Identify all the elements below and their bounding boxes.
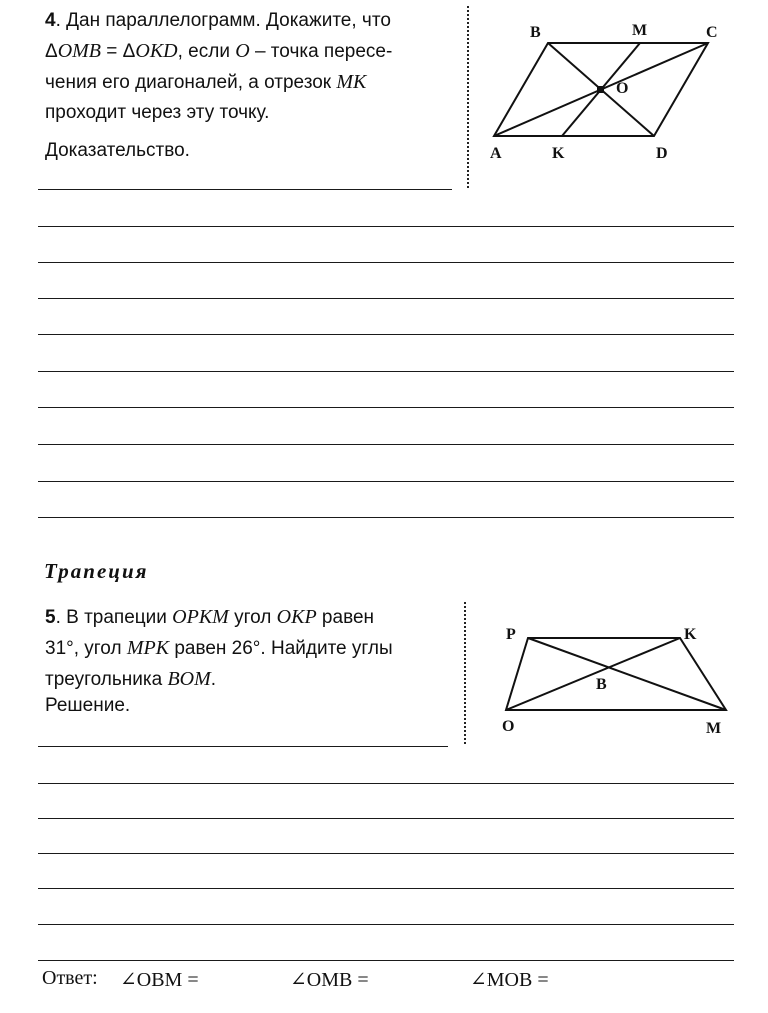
label-b: B	[530, 24, 541, 41]
task4-parallelogram-figure	[480, 14, 740, 164]
task4-line4: проходит через эту точку.	[45, 102, 270, 123]
task4-divider	[467, 6, 469, 188]
label-k: K	[552, 145, 565, 162]
task5-writing-line[interactable]	[38, 783, 734, 784]
task4-writing-line[interactable]	[38, 517, 734, 518]
section-title: Трапеция	[44, 559, 149, 583]
answer-angle-omb[interactable]: ∠OMB =	[290, 969, 369, 991]
task5-writing-line[interactable]	[38, 746, 448, 747]
trapezoid-opkm	[506, 638, 726, 710]
answer-angle-obm[interactable]: ∠OBM =	[120, 969, 199, 991]
task4-writing-line[interactable]	[38, 334, 734, 335]
label-b: B	[596, 676, 607, 693]
diagonal-pm	[528, 638, 726, 710]
task4-writing-line[interactable]	[38, 371, 734, 372]
task5-trapezoid-figure	[490, 618, 740, 743]
task4-proof-label: Доказательство.	[45, 140, 190, 161]
label-m: M	[632, 22, 648, 39]
task4-line1: 4. Дан параллелограмм. Докажите, что	[45, 10, 391, 31]
label-c: C	[706, 24, 718, 41]
task4-writing-line[interactable]	[38, 481, 734, 482]
task4-line2: ΔOMB = ΔOKD, если O – точка пересе-	[45, 40, 393, 62]
label-m: M	[706, 720, 722, 737]
task5-writing-line[interactable]	[38, 888, 734, 889]
task5-writing-line[interactable]	[38, 853, 734, 854]
task5-writing-line[interactable]	[38, 818, 734, 819]
task4-writing-line[interactable]	[38, 262, 734, 263]
task4-writing-line[interactable]	[38, 407, 734, 408]
task5-writing-line[interactable]	[38, 960, 734, 961]
label-p: P	[506, 626, 516, 643]
task5-line2: 31°, угол MPK равен 26°. Найдите углы	[45, 637, 393, 659]
task5-text	[45, 602, 455, 721]
answer-label: Ответ:	[42, 967, 98, 989]
task4-writing-line[interactable]	[38, 298, 734, 299]
task5-divider	[464, 602, 466, 744]
task5-solution-label: Решение.	[45, 695, 131, 716]
task4-writing-line[interactable]	[38, 444, 734, 445]
task4-text	[45, 6, 455, 166]
task4-number: 4	[45, 10, 56, 31]
task4-writing-line[interactable]	[38, 226, 734, 227]
label-a: A	[490, 145, 502, 162]
point-o-marker	[597, 86, 604, 93]
task4-writing-line[interactable]	[38, 189, 452, 190]
diagonal-ko	[506, 638, 680, 710]
task5-writing-line[interactable]	[38, 924, 734, 925]
label-o: O	[616, 80, 629, 97]
task5-line3: треугольника BOM.	[45, 668, 217, 690]
label-k: K	[684, 626, 697, 643]
task5-line1: 5. В трапеции OPKM угол OKP равен	[45, 606, 375, 628]
task4-line3: чения его диагоналей, а отрезок MK	[45, 71, 367, 93]
label-d: D	[656, 145, 668, 162]
answer-angle-mob[interactable]: ∠MOB =	[470, 969, 549, 991]
task5-number: 5	[45, 607, 56, 628]
label-o: O	[502, 718, 515, 735]
